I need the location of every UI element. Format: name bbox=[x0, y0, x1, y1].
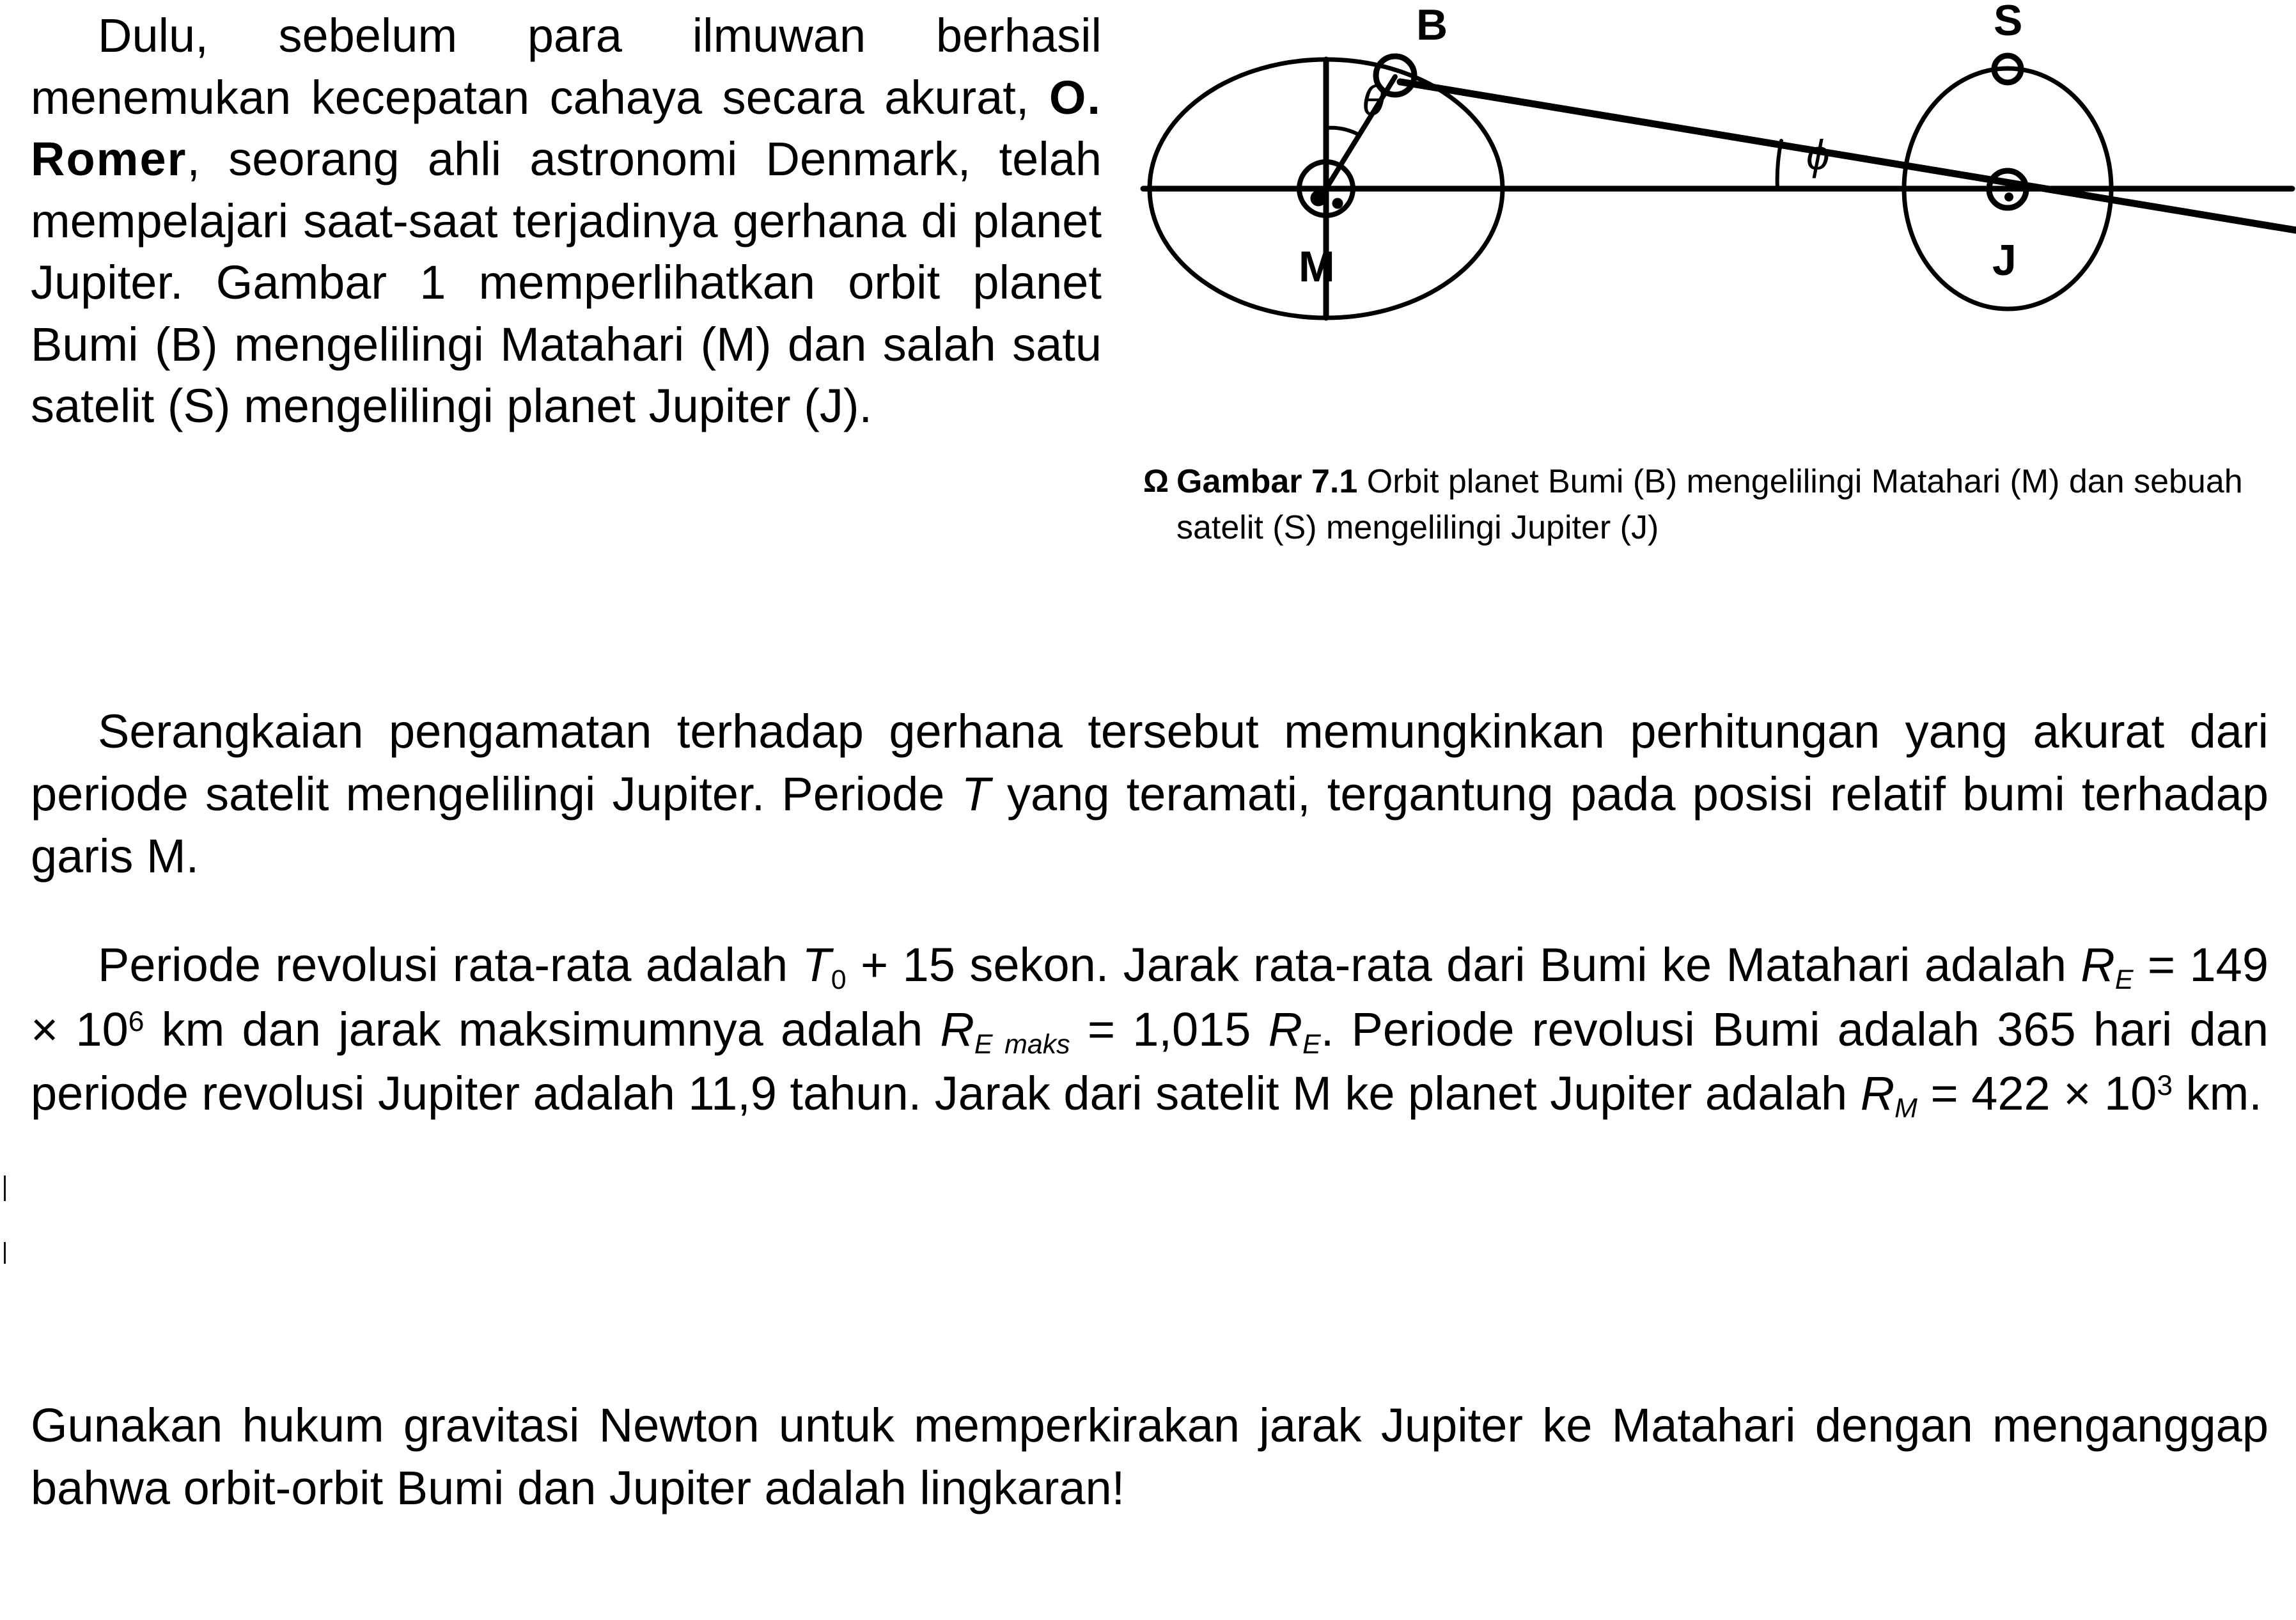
paragraph-data-values bbox=[31, 934, 2269, 1127]
top-block bbox=[0, 0, 2296, 697]
theta-angle-arc bbox=[1326, 128, 1359, 135]
figure-caption bbox=[1143, 459, 2263, 551]
label-satellite-s: S bbox=[1994, 0, 2023, 45]
para3-part-h: km. bbox=[2173, 1067, 2262, 1121]
intro-paragraph-text bbox=[31, 5, 1102, 437]
sub-M: M bbox=[1894, 1093, 1917, 1124]
jupiter-marker-dot bbox=[2006, 194, 2012, 200]
caption-bullet-icon: Ω bbox=[1143, 463, 1169, 499]
para3-part-d: km dan jarak maksimumnya adalah bbox=[144, 1002, 941, 1056]
sight-line-b-to-j bbox=[1400, 82, 2296, 230]
phi-angle-arc bbox=[1777, 141, 1781, 189]
orbit-diagram bbox=[1113, 0, 2296, 448]
para5-text: Gunakan hukum gravitasi Newton untuk memperkirakan jarak Jupiter ke Matahari dengan menganggap bahwa orbit-orbit Bumi dan Jupiter adalah lingkaran! bbox=[31, 1399, 2269, 1514]
figure-number: Gambar 7.1 bbox=[1176, 463, 1358, 500]
label-sun-m: M bbox=[1299, 242, 1335, 291]
sup-three: 3 bbox=[2157, 1070, 2173, 1102]
var-RE-2: R bbox=[1268, 1002, 1303, 1056]
para3-part-b: + 15 sekon. Jarak rata-rata dari Bumi ke Matahari adalah bbox=[846, 938, 2081, 991]
sub-E: E bbox=[2114, 964, 2134, 996]
para3-part-a: Periode revolusi rata-rata adalah bbox=[98, 938, 802, 991]
scan-edge-mark bbox=[4, 1242, 6, 1264]
paragraph-observations bbox=[31, 700, 2269, 888]
label-phi: ϕ bbox=[1806, 131, 1830, 178]
var-RM: R bbox=[1860, 1067, 1895, 1121]
intro-pre-bold: menemukan kecepatan cahaya secara akurat, bbox=[31, 70, 1049, 124]
sub-E-2: E bbox=[1302, 1028, 1321, 1060]
sup-six: 6 bbox=[128, 1005, 144, 1037]
label-theta: θ bbox=[1362, 77, 1385, 124]
var-T: T bbox=[961, 767, 990, 821]
var-RE-maks: R bbox=[940, 1002, 974, 1056]
label-earth-b: B bbox=[1416, 1, 1448, 49]
sun-symbol-dot-2 bbox=[1334, 200, 1341, 207]
sub-E-maks: E maks bbox=[974, 1028, 1070, 1060]
paragraph-task bbox=[31, 1394, 2269, 1519]
intro-line-1: Dulu, sebelum para ilmuwan berhasil bbox=[98, 9, 1102, 62]
label-jupiter-j: J bbox=[1992, 236, 2017, 285]
para2-part-b: yang teramati, tergantung pada posisi relatif bumi terhadap garis M. bbox=[31, 767, 2269, 883]
para3-part-f: . Periode revolusi Bumi adalah 365 hari dan periode revolusi Jupiter adalah 11,9 tahun. Jarak dari satelit M ke planet Jupiter adalah bbox=[31, 1002, 2269, 1121]
para3-part-g: = 422 × 10 bbox=[1917, 1067, 2157, 1121]
var-RE: R bbox=[2081, 938, 2115, 991]
para3-part-e: = 1,015 bbox=[1070, 1002, 1269, 1056]
intro-paragraph bbox=[31, 5, 1102, 437]
sub-zero: 0 bbox=[831, 964, 847, 996]
author-name: O. Romer bbox=[31, 70, 1102, 186]
sun-symbol-dot bbox=[1313, 193, 1324, 204]
intro-post-bold: , seorang ahli astronomi Denmark, telah mempelajari saat-saat terjadinya gerhana di planet Jupiter. Gambar 1 memperlihatkan orbit planet Bumi (B) mengelilingi Matahari (M) dan salah satu satelit (S) mengelilingi planet Jupiter (J). bbox=[31, 132, 1102, 433]
para2-part-a: Serangkaian pengamatan terhadap gerhana tersebut memungkinkan perhitungan yang akurat dari periode satelit mengelilingi Jupiter. Periode bbox=[31, 705, 2269, 821]
figure-caption-text: Orbit planet Bumi (B) mengelilingi Matahari (M) dan sebuah satelit (S) mengelilingi Jupiter (J) bbox=[1176, 463, 2243, 546]
figure-7-1 bbox=[1113, 0, 2296, 678]
scan-edge-mark bbox=[4, 1176, 6, 1201]
para3-part-c: = 149 × 10 bbox=[31, 938, 2269, 1056]
var-T0: T bbox=[802, 938, 831, 991]
